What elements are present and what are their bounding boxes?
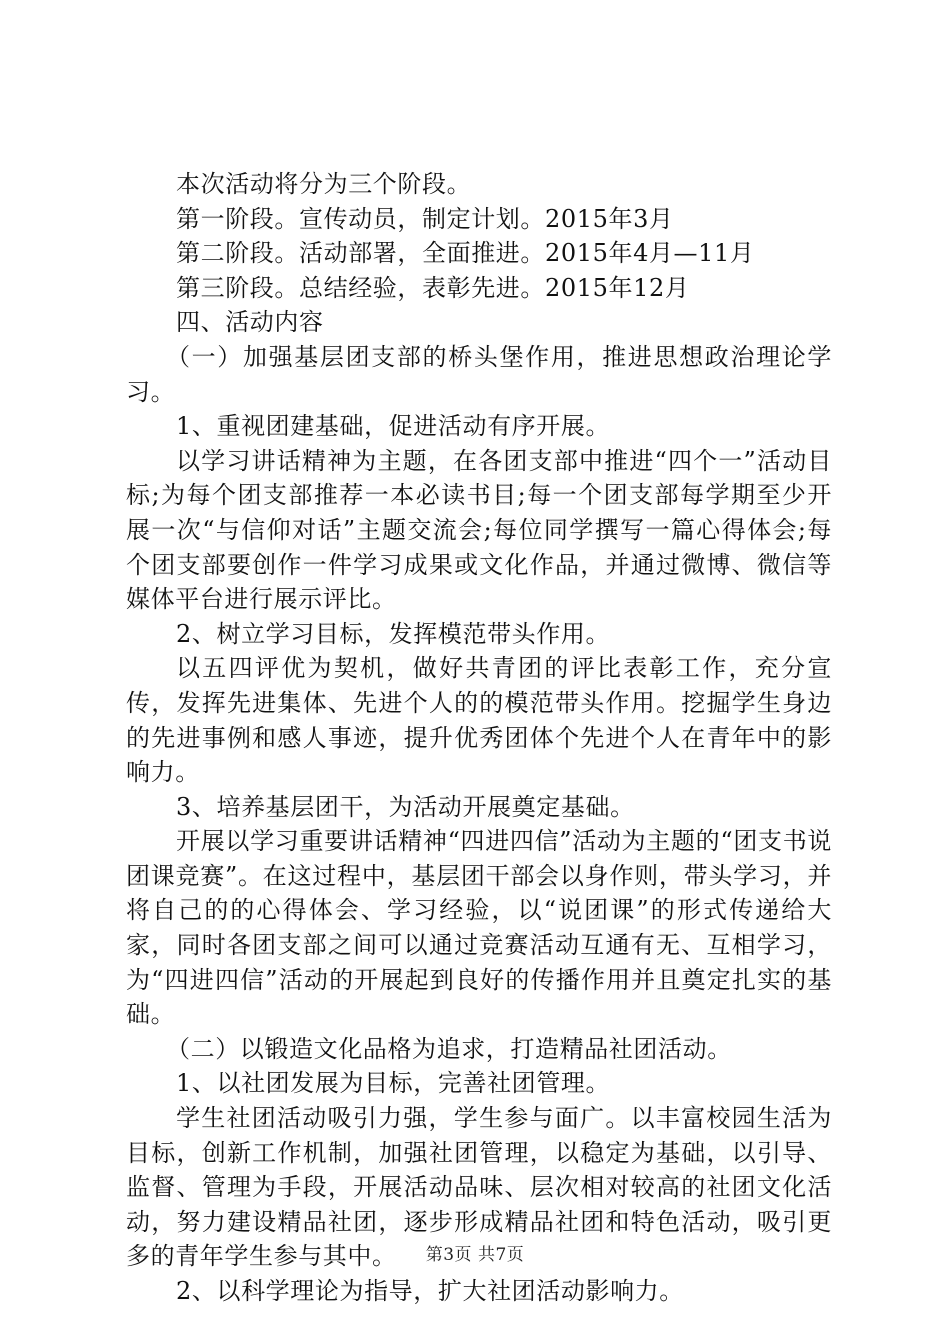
item-heading-1: 1、重视团建基础，促进活动有序开展。 (176, 412, 611, 441)
paragraph-stage-three: 第三阶段。总结经验，表彰先进。2015年12月 (176, 273, 690, 302)
paragraph-item-1-detail: 以学习讲话精神为主题，在各团支部中推进“四个一”活动目标;为每个团支部推荐一本必读书目;每一个团支部每学期至少开展一次“与信仰对话”主题交流会;每位同学撰写一篇心得体会;每个团支部要创作一件学习成果或文化作品，并通过微博、微信等媒体平台进行展示评比。 (126, 446, 832, 614)
paragraph-item-2-detail: 以五四评优为契机，做好共青团的评比表彰工作，充分宣传，发挥先进集体、先进个人的的模范带头作用。挖掘学生身边的先进事例和感人事迹，提升优秀团体个先进个人在青年中的影响力。 (126, 654, 832, 787)
item-heading-3: 3、培养基层团干，为活动开展奠定基础。 (176, 792, 635, 821)
document-body (126, 167, 832, 1309)
paragraph-club-1-detail: 学生社团活动吸引力强，学生参与面广。以丰富校园生活为目标，创新工作机制，加强社团管理，以稳定为基础，以引导、监督、管理为手段，开展活动品味、层次相对较高的社团文化活动，努力建设精品社团，逐步形成精品社团和特色活动，吸引更多的青年学生参与其中。 (126, 1104, 832, 1271)
section-heading-activity-content: 四、活动内容 (176, 308, 324, 337)
page-footer: 第3页 共7页 (425, 1245, 525, 1265)
item-heading-2: 2、树立学习目标，发挥模范带头作用。 (176, 619, 611, 648)
item-heading-club-1: 1、以社团发展为目标，完善社团管理。 (176, 1069, 611, 1098)
subheading-part-two: （二）以锻造文化品格为追求，打造精品社团活动。 (166, 1034, 732, 1063)
subheading-part-one: （一）加强基层团支部的桥头堡作用，推进思想政治理论学习。 (126, 342, 832, 406)
item-heading-club-2: 2、以科学理论为指导，扩大社团活动影响力。 (176, 1277, 684, 1305)
paragraph-stage-one: 第一阶段。宣传动员，制定计划。2015年3月 (176, 204, 674, 233)
paragraph-item-3-detail: 开展以学习重要讲话精神“四进四信”活动为主题的“团支书说团课竞赛”。在这过程中，基层团干部会以身作则，带头学习，并将自己的的心得体会、学习经验，以“说团课”的形式传递给大家，同时各团支部之间可以通过竞赛活动互通有无、互相学习，为“四进四信”活动的开展起到良好的传播作用并且奠定扎实的基础。 (126, 827, 832, 1029)
paragraph-stage-two: 第二阶段。活动部署，全面推进。2015年4月—11月 (176, 239, 755, 268)
paragraph-stages-intro: 本次活动将分为三个阶段。 (176, 170, 472, 198)
